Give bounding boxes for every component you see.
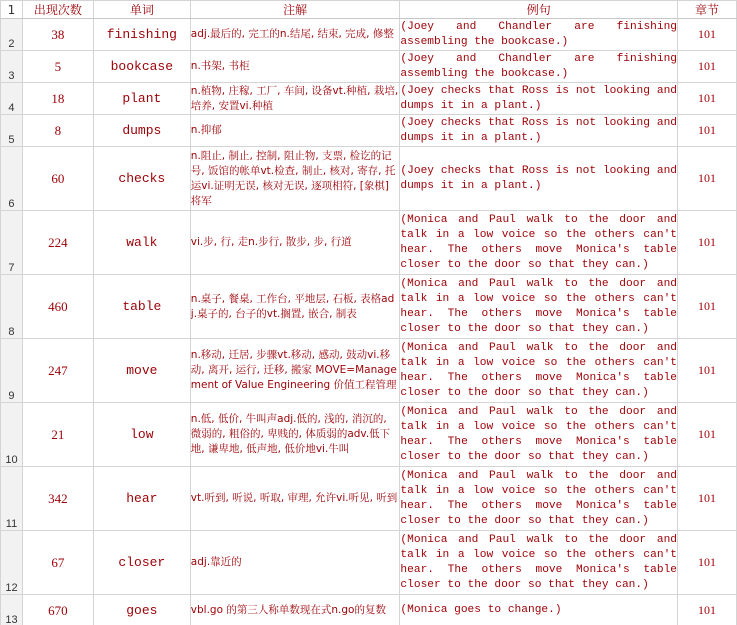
count-cell[interactable]: 38 <box>22 19 93 51</box>
table-row <box>1 211 737 275</box>
count-cell[interactable]: 5 <box>22 51 93 83</box>
table-row <box>1 595 737 625</box>
example-cell[interactable]: (Monica and Paul walk to the door and talk in a low voice so the others can't hear. The others move Monica's table closer to the door so that they can.) <box>400 275 678 339</box>
column-header-count[interactable]: 出现次数 <box>22 1 93 19</box>
note-cell[interactable]: n.桌子, 餐桌, 工作台, 平地层, 石板, 表格adj.桌子的, 台子的vt.搁置, 嵌合, 制表 <box>190 275 400 339</box>
example-cell[interactable]: (Monica and Paul walk to the door and talk in a low voice so the others can't hear. The others move Monica's table closer to the door so that they can.) <box>400 339 678 403</box>
chapter-cell[interactable]: 101 <box>678 339 737 403</box>
word-cell[interactable]: checks <box>93 147 190 211</box>
row-number[interactable]: 3 <box>1 51 23 83</box>
table-row <box>1 115 737 147</box>
row-number[interactable]: 9 <box>1 339 23 403</box>
note-cell[interactable]: n.植物, 庄稼, 工厂, 车间, 设备vt.种植, 栽培, 培养, 安置vi.种植 <box>190 83 400 115</box>
count-cell[interactable]: 342 <box>22 467 93 531</box>
row-number[interactable]: 1 <box>1 1 23 19</box>
column-header-example[interactable]: 例句 <box>400 1 678 19</box>
table-row <box>1 467 737 531</box>
example-cell[interactable]: (Monica and Paul walk to the door and talk in a low voice so the others can't hear. The others move Monica's table closer to the door so that they can.) <box>400 403 678 467</box>
row-number[interactable]: 12 <box>1 531 23 595</box>
count-cell[interactable]: 670 <box>22 595 93 625</box>
row-number[interactable]: 4 <box>1 83 23 115</box>
row-number[interactable]: 11 <box>1 467 23 531</box>
table-row <box>1 19 737 51</box>
note-cell[interactable]: n.阻止, 制止, 控制, 阻止物, 支票, 检讫的记号, 饭馆的帐单vt.检查, 制止, 核对, 寄存, 托运vi.证明无误, 核对无误, 逐项相符, [象棋]将军 <box>190 147 400 211</box>
word-cell[interactable]: bookcase <box>93 51 190 83</box>
row-number[interactable]: 13 <box>1 595 23 625</box>
word-cell[interactable]: walk <box>93 211 190 275</box>
row-number[interactable]: 5 <box>1 115 23 147</box>
chapter-cell[interactable]: 101 <box>678 403 737 467</box>
row-number[interactable]: 6 <box>1 147 23 211</box>
column-header-chapter[interactable]: 章节 <box>678 1 737 19</box>
word-cell[interactable]: finishing <box>93 19 190 51</box>
header-row <box>1 1 737 19</box>
example-cell[interactable]: (Monica and Paul walk to the door and talk in a low voice so the others can't hear. The others move Monica's table closer to the door so that they can.) <box>400 467 678 531</box>
count-cell[interactable]: 247 <box>22 339 93 403</box>
table-row <box>1 83 737 115</box>
word-cell[interactable]: dumps <box>93 115 190 147</box>
count-cell[interactable]: 8 <box>22 115 93 147</box>
example-cell[interactable]: (Monica and Paul walk to the door and talk in a low voice so the others can't hear. The others move Monica's table closer to the door so that they can.) <box>400 211 678 275</box>
note-cell[interactable]: n.书架, 书柜 <box>190 51 400 83</box>
note-cell[interactable]: n.抑郁 <box>190 115 400 147</box>
chapter-cell[interactable]: 101 <box>678 83 737 115</box>
word-cell[interactable]: hear <box>93 467 190 531</box>
example-cell[interactable]: (Joey and Chandler are finishing assembling the bookcase.) <box>400 51 678 83</box>
note-cell[interactable]: vbl.go 的第三人称单数现在式n.go的复数 <box>190 595 400 625</box>
word-cell[interactable]: move <box>93 339 190 403</box>
example-cell[interactable]: (Joey checks that Ross is not looking and dumps it in a plant.) <box>400 147 678 211</box>
note-cell[interactable]: adj.靠近的 <box>190 531 400 595</box>
table-row <box>1 403 737 467</box>
note-cell[interactable]: adj.最后的, 完工的n.结尾, 结束, 完成, 修整 <box>190 19 400 51</box>
chapter-cell[interactable]: 101 <box>678 19 737 51</box>
chapter-cell[interactable]: 101 <box>678 115 737 147</box>
chapter-cell[interactable]: 101 <box>678 211 737 275</box>
chapter-cell[interactable]: 101 <box>678 467 737 531</box>
example-cell[interactable]: (Joey and Chandler are finishing assembling the bookcase.) <box>400 19 678 51</box>
column-header-word[interactable]: 单词 <box>93 1 190 19</box>
row-number[interactable]: 8 <box>1 275 23 339</box>
count-cell[interactable]: 60 <box>22 147 93 211</box>
word-cell[interactable]: low <box>93 403 190 467</box>
example-cell[interactable]: (Monica goes to change.) <box>400 595 678 625</box>
chapter-cell[interactable]: 101 <box>678 275 737 339</box>
table-row <box>1 51 737 83</box>
example-cell[interactable]: (Monica and Paul walk to the door and talk in a low voice so the others can't hear. The others move Monica's table closer to the door so that they can.) <box>400 531 678 595</box>
note-cell[interactable]: n.低, 低价, 牛叫声adj.低的, 浅的, 消沉的, 微弱的, 粗俗的, 卑贱的, 体质弱的adv.低下地, 谦卑地, 低声地, 低价地vi.牛叫 <box>190 403 400 467</box>
row-number[interactable]: 7 <box>1 211 23 275</box>
example-cell[interactable]: (Joey checks that Ross is not looking and dumps it in a plant.) <box>400 83 678 115</box>
table-row <box>1 275 737 339</box>
note-cell[interactable]: vt.听到, 听说, 听取, 审理, 允许vi.听见, 听到 <box>190 467 400 531</box>
table-row <box>1 147 737 211</box>
count-cell[interactable]: 21 <box>22 403 93 467</box>
column-header-note[interactable]: 注解 <box>190 1 400 19</box>
count-cell[interactable]: 224 <box>22 211 93 275</box>
count-cell[interactable]: 460 <box>22 275 93 339</box>
chapter-cell[interactable]: 101 <box>678 147 737 211</box>
chapter-cell[interactable]: 101 <box>678 51 737 83</box>
count-cell[interactable]: 67 <box>22 531 93 595</box>
table-row <box>1 531 737 595</box>
row-number[interactable]: 2 <box>1 19 23 51</box>
count-cell[interactable]: 18 <box>22 83 93 115</box>
table-row <box>1 339 737 403</box>
word-cell[interactable]: closer <box>93 531 190 595</box>
chapter-cell[interactable]: 101 <box>678 531 737 595</box>
word-cell[interactable]: plant <box>93 83 190 115</box>
row-number[interactable]: 10 <box>1 403 23 467</box>
word-cell[interactable]: goes <box>93 595 190 625</box>
chapter-cell[interactable]: 101 <box>678 595 737 625</box>
word-cell[interactable]: table <box>93 275 190 339</box>
note-cell[interactable]: n.移动, 迁居, 步骤vt.移动, 感动, 鼓动vi.移动, 离开, 运行, 迁移, 搬家 MOVE=Management of Value Engineering 价值工程管理 <box>190 339 400 403</box>
example-cell[interactable]: (Joey checks that Ross is not looking and dumps it in a plant.) <box>400 115 678 147</box>
note-cell[interactable]: vi.步, 行, 走n.步行, 散步, 步, 行道 <box>190 211 400 275</box>
